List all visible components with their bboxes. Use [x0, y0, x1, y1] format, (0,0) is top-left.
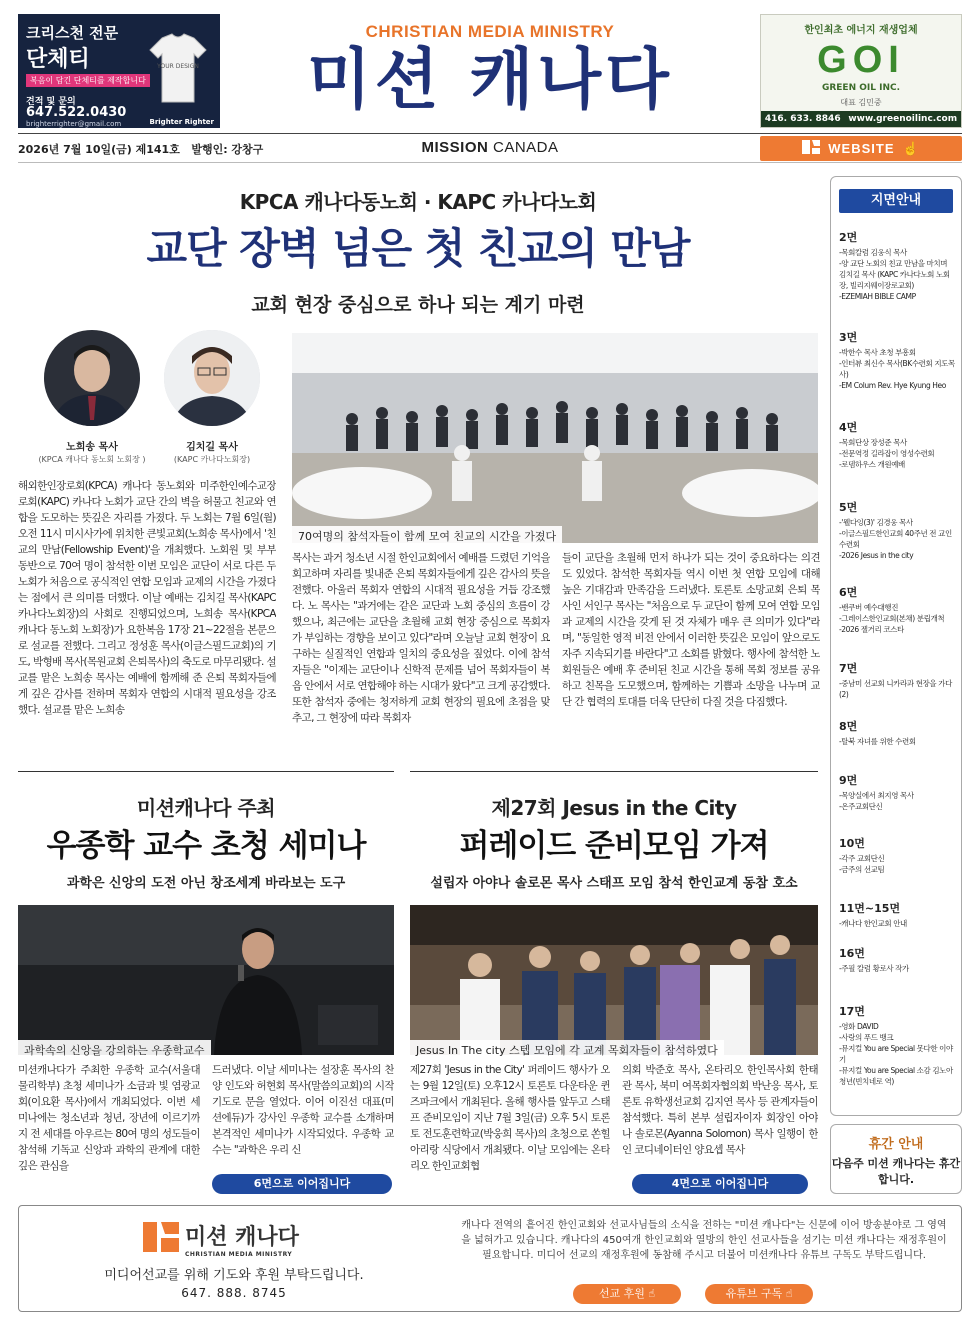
toc-section[interactable] — [839, 499, 955, 561]
toc-title: 지면안내 — [839, 189, 953, 213]
toc-page-number: 10면 — [839, 837, 865, 850]
table-of-contents — [830, 176, 962, 1116]
toc-item[interactable]: -목양실에서 최지영 목사 — [839, 791, 914, 800]
masthead-english: CHRISTIAN MEDIA MINISTRY — [365, 22, 615, 41]
ad-company: GREEN OIL INC. — [821, 83, 901, 93]
toc-section[interactable] — [839, 945, 955, 974]
footer-description: 캐나다 전역의 흩어진 한인교회와 선교사님들의 소식을 전하는 "미션 캐나다"는 신문에 이어 방송분야로 그 영역을 넓혀가고 있습니다. 캐나다의 450여개 한인교회와 열방의 한인 선교사들을 섬기는 미션 캐나다는 재정후원이 필요합니다. 미디어 선교의 재정후원에 동참해 주시고 더불어 미션캐나다 유튜브 구독도 부탁드립니다. — [461, 1220, 947, 1261]
jitc-column-1: 제27회 'Jesus in the City' 퍼레이드 행사가 오는 9월 12일(토) 오후12시 토론토 다운타운 퀸즈파크에서 개최된다. 올해 행사를 앞두고 스태프 준비모임이 지난 7월 3일(금) 오후 5시 토론토 전도훈련학교(박웅희 목사)의 초청으로 쏜힐 아리랑 식당에서 개최됐다. 이날 모임에는 온타리오 한인교회협 — [410, 1064, 610, 1172]
logo-mark-icon — [802, 140, 820, 157]
seminar-column-2: 드러냈다. 이날 세미나는 설장훈 목사의 찬양 인도와 허현회 목사(말씀의교회)의 시작 기도로 문을 열었다. 이어 이진선 대표(미션에듀)가 강사인 우종학 교수를 소개하며 본격적인 세미나가 시작되었다. 우종학 교수는 "과학은 우리 신 — [212, 1064, 394, 1156]
toc-section[interactable] — [839, 900, 955, 929]
support-button[interactable] — [573, 1284, 681, 1304]
toc-item[interactable]: -사랑의 푸드 뱅크 — [839, 1033, 894, 1042]
hiatus-notice — [830, 1124, 962, 1194]
toc-page-number: 11면~15면 — [839, 902, 901, 915]
toc-page-number: 16면 — [839, 947, 865, 960]
ad-phone: 647.522.0430 — [26, 105, 127, 120]
ad-tshirt[interactable] — [18, 14, 220, 128]
header-rule — [18, 133, 962, 134]
seminar-continue-button[interactable]: 6면으로 이어집니다 — [212, 1174, 392, 1194]
person1-role: (KPCA 캐나다 동노회 노회장 ) — [38, 455, 146, 464]
toc-section[interactable] — [839, 329, 955, 391]
toc-item[interactable]: -EZEMIAH BIBLE CAMP — [839, 292, 916, 301]
jitc-photo-caption: Jesus In The city 스텝 모임에 각 교계 목회자들이 참석하였다 — [410, 1040, 724, 1060]
toc-item[interactable]: -뮤지컬 You are Special 소감 김노아 청년(빈치네로 역) — [839, 1066, 953, 1086]
footer-logo — [143, 1220, 299, 1258]
lead-column-3: 들이 교단을 초월해 먼저 하나가 되는 것이 중요하다는 의견도 있었다. 참석한 목회자들 역시 이번 첫 연합 모임에 대해 높은 기대감과 만족감을 드러냈다. 토론토 소망교회 은퇴 목사인 서인구 목사는 "처음으로 두 교단이 함께 모여 연합 모임과 교제의 시간을 갖게 된 것 자체가 매우 큰 의미가 있다"라며, "동일한 영적 비전 안에서 이러한 뜻깊은 모임이 앞으로도 자주 지속되기를 바란다"고 소회를 밝혔다. 행사에 참석한 노회원들은 예배 후 준비된 친교 시간을 통해 목회 정보를 공유하고 친목을 도모했으며, 함께하는 기쁨과 소망을 나누며 교단 간 협력의 토대를 더욱 단단히 다질 것을 다짐했다. — [562, 552, 820, 708]
shirt-text: YOUR DESIGN — [157, 63, 199, 70]
toc-item[interactable]: -각주 교회단신 — [839, 854, 885, 863]
toc-item[interactable]: -인터뷰 최신수 목사(BK수련회 지도목사) — [839, 359, 955, 379]
story-divider-right — [410, 771, 818, 772]
ad-brand: Brighter Righter — [149, 118, 214, 126]
seminar-column-1: 미션캐나다가 주최한 우종학 교수(서울대 물리학부) 초청 세미나가 소금과 빛 염광교회(이요환 목사)에서 개최되었다. 이번 세미나에는 청소년과 청년, 장년에 이르기까지 전 세대를 아우르는 80여 명의 성도들이 참석해 기독교 신앙과 과학의 관계에 대한 깊은 관심을 — [18, 1064, 200, 1172]
mission-canada-wordmark — [390, 139, 590, 156]
toc-item[interactable]: -밴쿠버 예수대행진 — [839, 603, 899, 612]
mission-canada-logo-icon — [143, 1222, 179, 1256]
toc-item[interactable]: -금주의 선교팀 — [839, 865, 885, 874]
toc-section[interactable] — [839, 584, 955, 635]
toc-section[interactable] — [839, 718, 955, 747]
seminar-photo[interactable] — [18, 905, 394, 1055]
ad-right-url[interactable]: www.greenoilinc.com — [848, 114, 958, 124]
toc-section[interactable] — [839, 419, 955, 470]
toc-item[interactable]: -전문역정 길라잡이 영성수련회 — [839, 449, 935, 458]
seminar-subhead: 과학은 신앙의 도전 아닌 창조세계 바라보는 도구 — [66, 876, 346, 891]
lead-column-2: 목사는 과거 청소년 시절 한인교회에서 예배를 드렸던 기억을 회고하며 자리를 빛내준 은퇴 목회자들에게 깊은 감사의 뜻을 전했다. 아울러 목회자 연합의 시대적 필요성을 거듭 강조했다. 노 목사는 "과거에는 같은 교단과 노회 중심의 흐름이 강했으나, 최근에는 교단을 초월해 교회 현장 중심으로 목회자가 부임하는 경향을 보이고 있다"라며 오늘날 교회 현장이 요구하는 실질적인 연합과 일치의 중요성을 짚었다. 이에 참석자들은 "이제는 교단이나 신학적 문제를 넘어 목회자들이 복음 안에서 서로 연합해야 하는 시대가 왔다"고 크게 공감했다. 또한 참석자 중에는 청저하게 교회 현장의 필요에 초점을 맞추고, 그 현장에 따라 목회자 — [292, 552, 550, 724]
lead-subhead: 교회 현장 중심으로 하나 되는 계기 마련 — [251, 294, 585, 316]
toc-item[interactable]: -2026 젤거리 코스타 — [839, 625, 904, 634]
toc-page-number: 4면 — [839, 421, 858, 434]
toc-item[interactable]: -그레이스한인교회(본채) 분립개척 — [839, 614, 945, 623]
ad-tagline: 한인최초 에너지 재생업체 — [804, 25, 918, 36]
notice-body: 다음주 미션 캐나다는 휴간합니다. — [831, 1157, 961, 1186]
seminar-photo-caption: 과학속의 신앙을 강의하는 우종학교수 — [18, 1040, 211, 1060]
tshirt-icon — [148, 32, 208, 104]
jitc-column-2: 의회 박준호 목사, 온타리오 한인목사회 한태관 목사, 북미 여목회자협의회 박난응 목사, 토론토 유학생선교회 김지연 목사 등 관계자들이 참석했다. 특히 본부 설립자이자 회장인 아야나 솔로몬(Ayanna Solomon) 목사 일행이 한인 코디네이터인 양요셉 목사 — [622, 1064, 818, 1156]
toc-page-number: 8면 — [839, 720, 858, 733]
toc-item[interactable]: -온주교회단신 — [839, 802, 883, 811]
lead-kicker: KPCA 캐나다동노회 · KAPC 카나다노회 — [239, 190, 597, 214]
toc-item[interactable]: -캐나다 한인교회 안내 — [839, 919, 907, 928]
toc-item[interactable]: -주필 칼럼 황로사 작가 — [839, 964, 909, 973]
ad-line2: 단체티 — [26, 47, 90, 72]
subheader-rule — [18, 162, 962, 163]
person2-name: 김치길 목사 — [186, 442, 238, 453]
youtube-label: 유튜브 구독 — [725, 1287, 783, 1300]
toc-page-number: 7면 — [839, 662, 858, 675]
toc-page-number: 17면 — [839, 1005, 865, 1018]
toc-section[interactable] — [839, 660, 955, 700]
toc-page-number: 5면 — [839, 501, 858, 514]
person1-name: 노희송 목사 — [66, 442, 118, 453]
ad-line1: 크리스천 전문 — [26, 24, 119, 42]
lead-column-1: 해외한인장로회(KPCA) 캐나다 동노회와 미주한인예수교장로회(KAPC) 카나다 노회가 교단 간의 벽을 허물고 친교와 연합을 도모하는 뜻깊은 자리를 가졌다. 두 노회는 7월 6일(월) 오전 11시 미시사가에 위치한 큰빛교회(노희송 목사)에서 '친교의 만남(Fellowship Event)'을 개최했다. 노회원 및 부부 동반으로 70여 명이 참석한 이번 모임은 교단이 서로 다른 두 노회가 처음으로 공식적인 연합 모임과 교제의 시간을 가졌다는 점에서 큰 의미를 더했다. 이날 예배는 김치길 목사(KAPC 카나다노회장)의 사회로 진행되었으며, 노희송 목사(KPCA 캐나다 동노회 노회장)가 요한복음 17장 21~22절을 본문으로 설교를 전했다. 그리고 정성훈 목사(이글스필드교회)의 기도, 박형배 목사(목원교회 은퇴목사)의 축도로 마무리됐다. 설교를 맡은 노희송 목사는 예배에 함께해 준 은퇴 목회자들에게 깊은 감사를 전하며 목회자 연합의 시대적 필요성을 강조했다. 설교를 맡은 노희송 — [18, 480, 276, 716]
toc-page-number: 6면 — [839, 586, 858, 599]
person2-role: (KAPC 카나다노회장) — [173, 455, 251, 464]
ad-banner: 복음이 담긴 단체티를 제작합니다 — [26, 74, 150, 87]
toc-item[interactable]: -양 교단 노회의 친교 만남을 마치며 김치길 목사 (KAPC 카나다노회 노회장, 빌리지웨이장로교회) — [839, 259, 950, 290]
youtube-subscribe-button[interactable] — [705, 1284, 813, 1304]
jitc-headline[interactable]: 퍼레이드 준비모임 가져 — [459, 828, 769, 864]
mission-light: CANADA — [488, 139, 559, 156]
toc-item[interactable]: -뮤지컬 You are Special 못다한 이야기 — [839, 1044, 953, 1064]
toc-item[interactable]: -박한수 목사 초청 부흥회 — [839, 348, 916, 357]
toc-item[interactable]: -이글스필드한인교회 40주년 전 교인수련회 — [839, 529, 952, 549]
ad-email: brighterrighter@gmail.com — [26, 120, 122, 128]
ad-green-oil[interactable] — [760, 14, 962, 128]
goi-logo: GOI — [817, 39, 905, 81]
story-divider-left — [18, 771, 394, 772]
issue-line: 2026년 7월 10일(금) 제141호 발행인: 강창구 — [18, 143, 264, 156]
toc-item[interactable]: -2026 Jesus in the city — [839, 551, 914, 560]
toc-section[interactable] — [839, 1003, 955, 1087]
footer-phone: 647. 888. 8745 — [181, 1286, 287, 1300]
toc-section[interactable] — [839, 229, 955, 302]
footer-donation-banner — [18, 1205, 962, 1312]
ad-right-phone: 416. 633. 8846 — [764, 114, 841, 124]
hand-pointer-icon: ☝ — [785, 1287, 793, 1300]
jitc-kicker: 제27회 Jesus in the City — [491, 796, 737, 820]
toc-section[interactable] — [839, 835, 955, 875]
toc-section[interactable] — [839, 772, 955, 812]
toc-item[interactable]: -목회칼럼 김웅식 목사 — [839, 248, 907, 257]
website-label: WEBSITE — [828, 141, 895, 156]
notice-title: 휴간 안내 — [868, 1137, 924, 1152]
seminar-headline[interactable]: 우종학 교수 초청 세미나 — [46, 828, 366, 864]
toc-item[interactable]: -영화 DAVID — [839, 1022, 879, 1031]
lead-photo-fellowship[interactable] — [292, 333, 818, 543]
lead-headline[interactable]: 교단 장벽 넘은 첫 친교의 만남 — [146, 224, 690, 273]
ad-contact-bar — [761, 111, 961, 127]
toc-page-number: 9면 — [839, 774, 858, 787]
mission-bold: MISSION — [421, 139, 489, 156]
toc-page-number: 2면 — [839, 231, 858, 244]
toc-item[interactable]: -중남미 선교회 니카라과 현장을 가다(2) — [839, 679, 952, 699]
toc-page-number: 3면 — [839, 331, 858, 344]
toc-item[interactable]: -탈북 자녀를 위한 수련회 — [839, 737, 916, 746]
website-button[interactable] — [760, 136, 962, 161]
toc-item[interactable]: -로뎀하우스 개원예배 — [839, 460, 905, 469]
toc-item[interactable]: -'웰다잉(3)' 김경웅 목사 — [839, 518, 913, 527]
jitc-photo[interactable] — [410, 905, 818, 1055]
masthead-title[interactable]: 미션 캐나다 — [307, 41, 673, 118]
toc-item[interactable]: -목회단상 장성준 목사 — [839, 438, 907, 447]
jitc-continue-button[interactable]: 4면으로 이어집니다 — [632, 1174, 808, 1194]
footer-prayer-request: 미디어선교를 위해 기도와 후원 부탁드립니다. — [104, 1268, 364, 1283]
lead-photo-caption: 70여명의 참석자들이 함께 모여 친교의 시간을 가졌다 — [292, 526, 562, 546]
ad-ceo: 대표 김민중 — [840, 98, 882, 107]
hand-pointer-icon: ☝ — [648, 1287, 656, 1300]
portrait-kim — [164, 330, 260, 426]
portrait-noh — [44, 330, 140, 426]
footer-logo-name: 미션 캐나다 — [185, 1225, 299, 1250]
ad-contact-label: 견적 및 문의 — [26, 97, 76, 107]
support-label: 선교 후원 — [598, 1287, 645, 1300]
footer-logo-sub: CHRISTIAN MEDIA MINISTRY — [185, 1251, 293, 1258]
hand-pointer-icon: ☝ — [902, 140, 920, 156]
seminar-kicker: 미션캐나다 주최 — [136, 796, 276, 820]
jitc-subhead: 설립자 아야나 솔로몬 목사 스태프 모임 참석 한인교계 동참 호소 — [430, 876, 798, 891]
toc-item[interactable]: -EM Colum Rev. Hye Kyung Heo — [839, 381, 946, 390]
